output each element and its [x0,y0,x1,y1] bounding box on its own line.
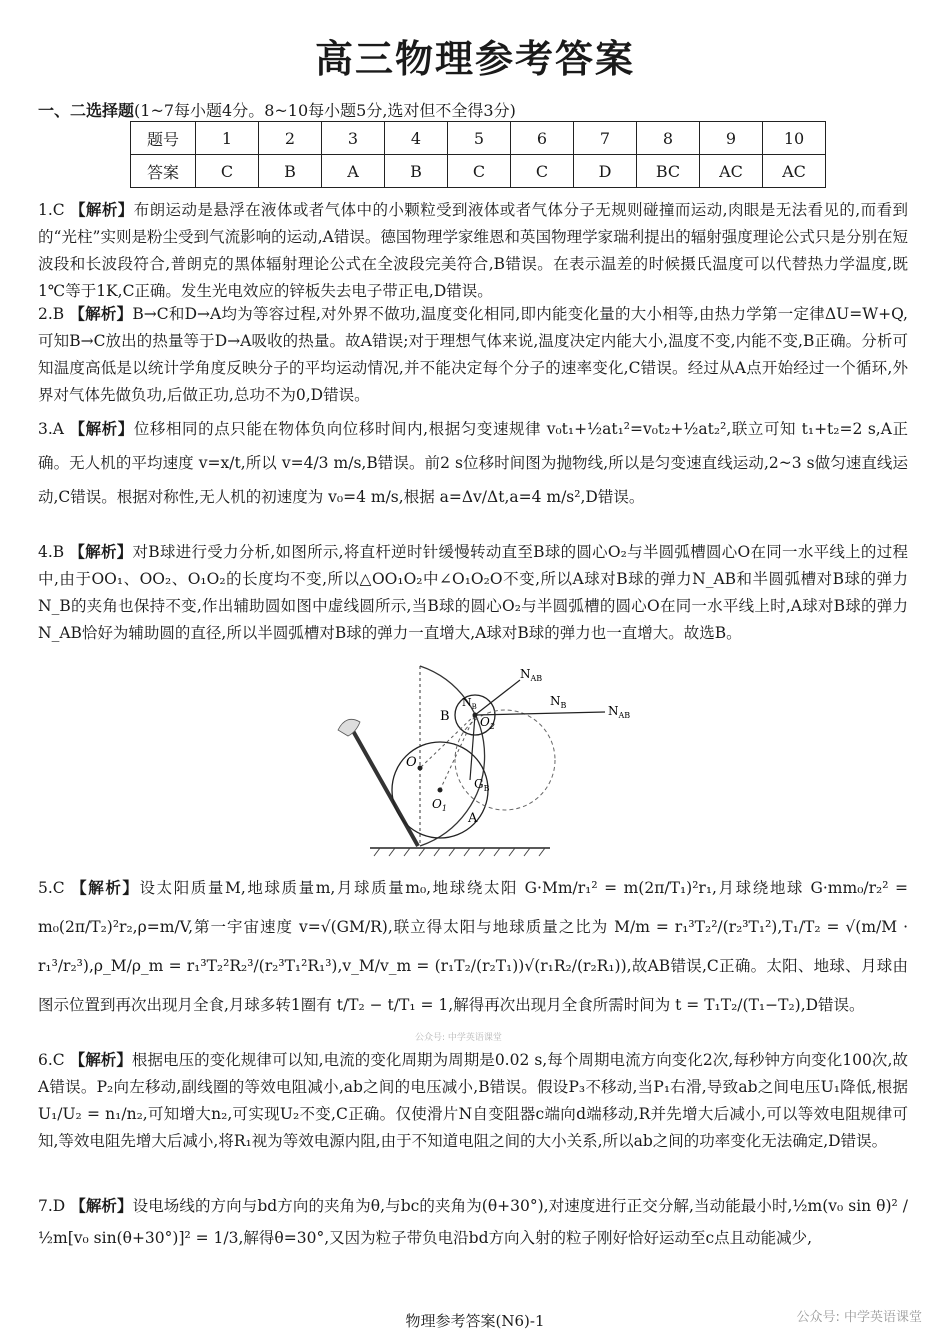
item-text: 对B球进行受力分析,如图所示,将直杆逆时针缓慢转动直至B球的圆心O₂与半圆弧槽圆心O在同一水平线上的过程中,由于OO₁、OO₂、O₁O₂的长度均不变,所以△OO₁O₂中∠O₁O₂O不变,所以A球对B球的弹力N_AB和半圆弧槽对B球的弹力N_B的夹角也保持不变,作出辅助圆如图中虚线圆所示,当B球的圆心O₂与半圆弧槽的圆心O在同一水平线上时,A球对B球的弹力N_AB恰好为辅助圆的直径,所以半圆弧槽对B球的弹力一直增大,A球对B球的弹力也一直增大。故选B。 [38,543,908,642]
table-cell: 6 [511,122,574,155]
force-diagram [320,660,640,860]
answer-table [130,121,826,188]
item-number: 7.D [38,1197,66,1215]
item-tag: 【解析】 [69,304,133,323]
item-tag: 【解析】 [69,419,134,438]
table-cell: AC [700,155,763,188]
table-cell: 10 [763,122,826,155]
solution-item-5 [38,868,908,1025]
item-tag: 【解析】 [69,1050,132,1069]
item-number: 1.C [38,201,65,219]
table-cell: C [196,155,259,188]
force-nab-arrow [475,680,520,715]
solution-item-7 [38,1190,908,1254]
solution-item-3 [38,412,908,514]
watermark-inline: 公众号: 中学英语课堂 [415,1033,502,1043]
label-o2: $O_2$ [480,715,495,731]
table-cell: B [259,155,322,188]
table-cell: AC [763,155,826,188]
label-nab2: $N_{AB}$ [608,704,631,720]
section-heading-text: 一、二选择题 [38,101,135,120]
item-tag: 【解析】 [70,1196,133,1215]
table-cell: 8 [637,122,700,155]
item-number: 3.A [38,420,64,438]
solution-item-6 [38,1046,908,1155]
point-o1 [438,788,443,793]
solution-item-2 [38,300,908,409]
table-cell: 1 [196,122,259,155]
solution-item-4 [38,538,908,647]
table-cell: A [322,155,385,188]
item-tag: 【解析】 [70,200,134,219]
item-tag: 【解析】 [69,542,133,561]
table-cell: C [511,155,574,188]
item-number: 5.C [38,879,65,897]
table-cell: 5 [448,122,511,155]
table-row-answers [131,155,826,188]
section-note: (1~7每小题4分。8~10每小题5分,选对但不全得3分) [134,101,516,120]
item-text: 根据电压的变化规律可以知,电流的变化周期为周期是0.02 s,每个周期电流方向变化2次,每秒钟方向变化100次,故A错误。P₂向左移动,副线圈的等效电阻减小,ab之间的电压减小,B错误。假设P₃不移动,当P₁右滑,导致ab之间电压U₁降低,根据 U₁/U₂ = n₁/n₂,可知增大n₂,可实现U₂不变,C正确。仅使滑片N自变阻器c端向d端移动,R并先增大后减小,可以等效电阻规律可知,等效电阻先增大后减小,将R₁视为等效电源内阻,由于不知道电阻之间的大小关系,所以ab之间的功率变化无法确定,D错误。 [38,1051,908,1150]
item-text: B→C和D→A均为等容过程,对外界不做功,温度变化相同,即内能变化量的大小相等,由热力学第一定律ΔU=W+Q,可知B→C放出的热量等于D→A吸收的热量。故A错误;对于理想气体来说,温度决定内能大小,温度不变,内能不变,B正确。分析可知温度高低是以统计学角度反映分子的平均运动情况,并不能决定每个分子的速率变化,C错误。经过从A点开始经过一个循环,外界对气体先做负功,后做正功,总功不为0,D错误。 [38,305,908,404]
item-number: 6.C [38,1051,65,1069]
label-a: A [468,811,478,826]
label-nb: $N_B$ [550,694,567,710]
label-nb-small: $N_B$ [462,696,477,711]
table-cell: 4 [385,122,448,155]
auxiliary-circle [455,710,555,810]
table-cell: 7 [574,122,637,155]
label-nab: $N_{AB}$ [520,667,543,683]
table-cell: BC [637,155,700,188]
watermark: 公众号: 中学英语课堂 [796,1310,922,1325]
label-b: B [440,709,450,724]
table-cell: 2 [259,122,322,155]
table-cell: B [385,155,448,188]
section-heading [38,98,516,121]
solution-item-1 [38,196,908,305]
item-tag: 【解析】 [71,878,140,897]
table-row-questions [131,122,826,155]
point-o [418,766,423,771]
item-number: 4.B [38,543,65,561]
table-cell: D [574,155,637,188]
item-text: 设电场线的方向与bd方向的夹角为θ,与bc的夹角为(θ+30°),对速度进行正交分解,当动能最小时,½m(v₀ sin θ)² / ½m[v₀ sin(θ+30°)]² = 1/3,解得θ=30°,又因为粒子带负电沿bd方向入射的粒子刚好恰好运动至c点且动能减少, [38,1197,908,1247]
table-cell: C [448,155,511,188]
ground-hatch [374,848,545,856]
label-o1: $O_1$ [432,797,447,813]
page-title: 高三物理参考答案 [314,37,635,81]
label-o: O [406,755,417,770]
table-cell: 3 [322,122,385,155]
page-footer: 物理参考答案(N6)-1 [405,1312,545,1330]
table-header-answer: 答案 [131,155,196,188]
table-cell: 9 [700,122,763,155]
table-header-question: 题号 [131,122,196,155]
item-number: 2.B [38,305,65,323]
item-text: 位移相同的点只能在物体负向位移时间内,根据匀变速规律 v₀t₁+½at₁²=v₀t₂+½at₂²,联立可知 t₁+t₂=2 s,A正确。无人机的平均速度 v=x/t,所以 v=4/3 m/s,B错误。前2 s位移时间图为抛物线,所以是匀变速直线运动,2~3 s做匀速直线运动,C错误。根据对称性,无人机的初速度为 v₀=4 m/s,根据 a=Δv/Δt,a=4 m/s²,D错误。 [38,420,908,506]
label-g: $G_B$ [474,777,490,793]
item-text: 布朗运动是悬浮在液体或者气体中的小颗粒受到液体或者气体分子无规则碰撞而运动,肉眼是无法看见的,而看到的“光柱”实则是粉尘受到气流影响的运动,A错误。德国物理学家维恩和英国物理学家瑞利提出的辐射强度理论公式只是分别在短波段和长波段符合,普朗克的黑体辐射理论公式在全波段完美符合,B错误。在表示温差的时候摄氏温度可以代替热力学温度,既1℃等于1K,C正确。发生光电效应的锌板失去电子带正电,D错误。 [38,201,908,300]
item-text: 设太阳质量M,地球质量m,月球质量m₀,地球绕太阳 G·Mm/r₁² = m(2π/T₁)²r₁,月球绕地球 G·mm₀/r₂² = m₀(2π/T₂)²r₂,ρ=m/V,第一宇宙速度 v=√(GM/R),联立得太阳与地球质量之比为 M/m = r₁³T₂²/(r₂³T₁²),T₁/T₂ = √(m/M · r₁³/r₂³),ρ_M/ρ_m = r₁³T₂²R₂³/(r₂³T₁²R₁³),v_M/v_m = (r₁T₂/(r₂T₁))√(r₁R₂/(r₂R₁)),故AB错误,C正确。太阳、地球、月球由图示位置到再次出现月全食,月球多转1圈有 t/T₂ − t/T₁ = 1,解得再次出现月全食所需时间为 t = T₁T₂/(T₁−T₂),D错误。 [38,879,908,1014]
point-o2 [473,713,478,718]
straight-rod [348,722,418,846]
